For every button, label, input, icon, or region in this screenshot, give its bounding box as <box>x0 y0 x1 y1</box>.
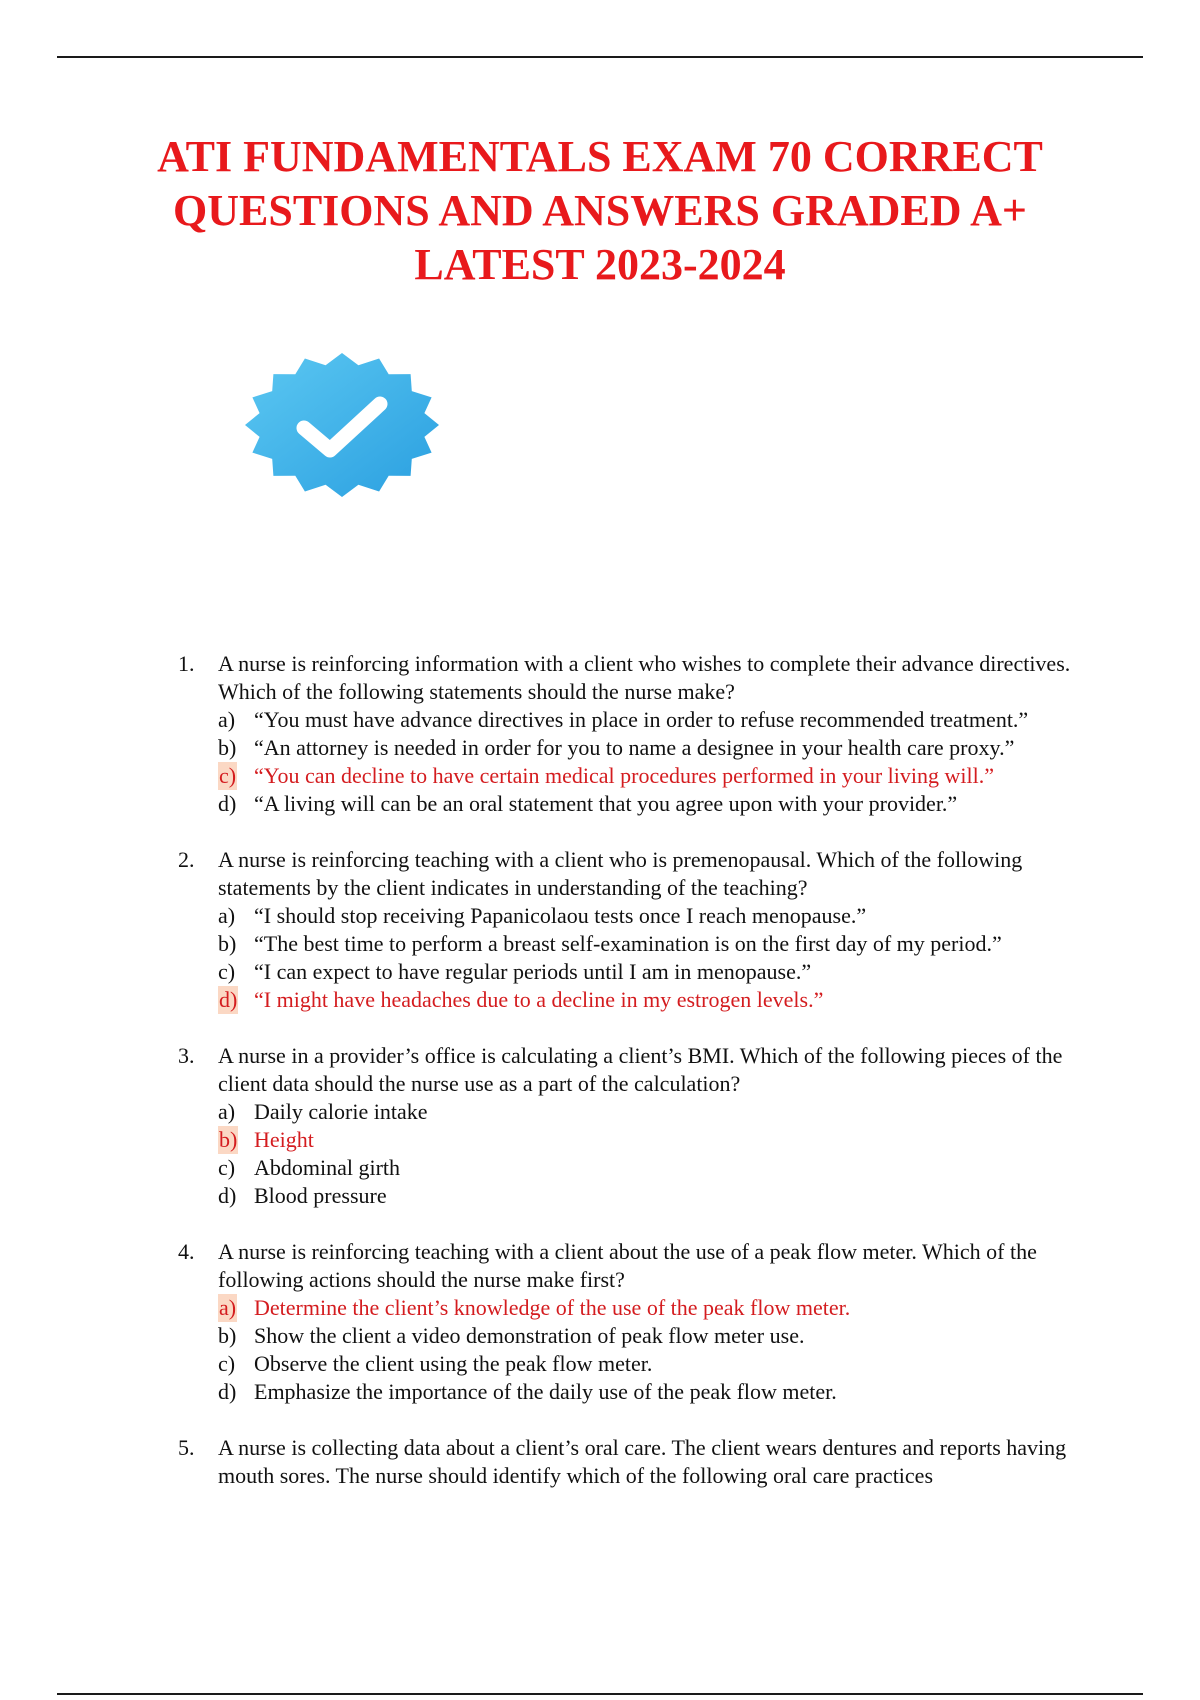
answer-option <box>218 734 1108 762</box>
option-letter: d) <box>219 987 238 1012</box>
question-number: 2. <box>178 847 195 872</box>
question-text: A nurse is reinforcing information with a client who wishes to complete their advance directives. Which of the following statements should the nurse make? <box>218 651 1071 704</box>
answer-option <box>218 1182 1108 1210</box>
option-letter: b) <box>219 1127 238 1152</box>
answer-option <box>218 958 1108 986</box>
option-text: “I might have headaches due to a decline in my estrogen levels.” <box>254 987 824 1012</box>
badge-star-shape <box>245 353 439 497</box>
option-text: “A living will can be an oral statement that you agree upon with your provider.” <box>254 791 958 816</box>
question-number: 5. <box>178 1435 195 1460</box>
correct-answer-option <box>218 986 1108 1014</box>
question-item <box>178 1042 1108 1210</box>
title-line-3: LATEST 2023-2024 <box>414 240 786 289</box>
question-number: 1. <box>178 651 195 676</box>
option-letter: c) <box>219 763 237 788</box>
answer-option <box>218 1350 1108 1378</box>
question-item <box>178 846 1108 1014</box>
answer-option <box>218 1098 1108 1126</box>
option-letter: c) <box>218 1351 236 1376</box>
correct-answer-option <box>218 1126 1108 1154</box>
option-text: “The best time to perform a breast self-examination is on the first day of my period.” <box>254 931 1002 956</box>
option-text: Height <box>254 1127 314 1152</box>
option-text: Emphasize the importance of the daily use of the peak flow meter. <box>254 1379 837 1404</box>
document-title <box>0 130 1200 292</box>
option-letter: d) <box>218 1183 237 1208</box>
question-text: A nurse is collecting data about a client’s oral care. The client wears dentures and reports having mouth sores. The nurse should identify which of the following oral care practices <box>218 1435 1067 1488</box>
option-text: “I can expect to have regular periods until I am in menopause.” <box>254 959 812 984</box>
answer-option <box>218 1378 1108 1406</box>
answer-option <box>218 706 1108 734</box>
answer-option <box>218 930 1108 958</box>
option-text: “You can decline to have certain medical procedures performed in your living will.” <box>254 763 995 788</box>
option-text: Abdominal girth <box>254 1155 401 1180</box>
bottom-page-rule <box>57 1693 1143 1695</box>
question-text: A nurse in a provider’s office is calculating a client’s BMI. Which of the following pieces of the client data should the nurse use as a part of the calculation? <box>218 1043 1063 1096</box>
option-letter: a) <box>219 1295 237 1320</box>
answer-option <box>218 1322 1108 1350</box>
option-text: Observe the client using the peak flow meter. <box>254 1351 653 1376</box>
correct-answer-option <box>218 1294 1108 1322</box>
question-item <box>178 650 1108 818</box>
answer-options <box>218 902 1108 1014</box>
question-list <box>178 650 1108 1518</box>
option-letter: a) <box>218 1099 236 1124</box>
top-page-rule <box>57 56 1143 58</box>
option-text: Blood pressure <box>254 1183 387 1208</box>
answer-option <box>218 902 1108 930</box>
question-number: 4. <box>178 1239 195 1264</box>
option-text: Daily calorie intake <box>254 1099 428 1124</box>
option-letter: a) <box>218 903 236 928</box>
answer-options <box>218 1294 1108 1406</box>
title-line-1: ATI FUNDAMENTALS EXAM 70 CORRECT <box>157 132 1043 181</box>
option-letter: b) <box>218 735 237 760</box>
option-text: “I should stop receiving Papanicolaou tests once I reach menopause.” <box>254 903 867 928</box>
question-number: 3. <box>178 1043 195 1068</box>
option-text: Determine the client’s knowledge of the use of the peak flow meter. <box>254 1295 851 1320</box>
correct-answer-option <box>218 762 1108 790</box>
option-letter: c) <box>218 959 236 984</box>
option-letter: d) <box>218 1379 237 1404</box>
option-text: Show the client a video demonstration of peak flow meter use. <box>254 1323 805 1348</box>
question-item <box>178 1434 1108 1490</box>
option-text: “You must have advance directives in place in order to refuse recommended treatment.” <box>254 707 1029 732</box>
answer-option <box>218 1154 1108 1182</box>
option-letter: c) <box>218 1155 236 1180</box>
question-text: A nurse is reinforcing teaching with a client who is premenopausal. Which of the following statements by the client indicates in understanding of the teaching? <box>218 847 1023 900</box>
answer-options <box>218 1098 1108 1210</box>
answer-options <box>218 706 1108 818</box>
option-letter: d) <box>218 791 237 816</box>
question-text: A nurse is reinforcing teaching with a client about the use of a peak flow meter. Which of the following actions should the nurse make first? <box>218 1239 1037 1292</box>
option-letter: b) <box>218 931 237 956</box>
title-line-2: QUESTIONS AND ANSWERS GRADED A+ <box>173 186 1027 235</box>
answer-option <box>218 790 1108 818</box>
option-text: “An attorney is needed in order for you to name a designee in your health care proxy.” <box>254 735 1015 760</box>
question-item <box>178 1238 1108 1406</box>
option-letter: a) <box>218 707 236 732</box>
option-letter: b) <box>218 1323 237 1348</box>
verified-check-badge-icon <box>244 352 440 498</box>
